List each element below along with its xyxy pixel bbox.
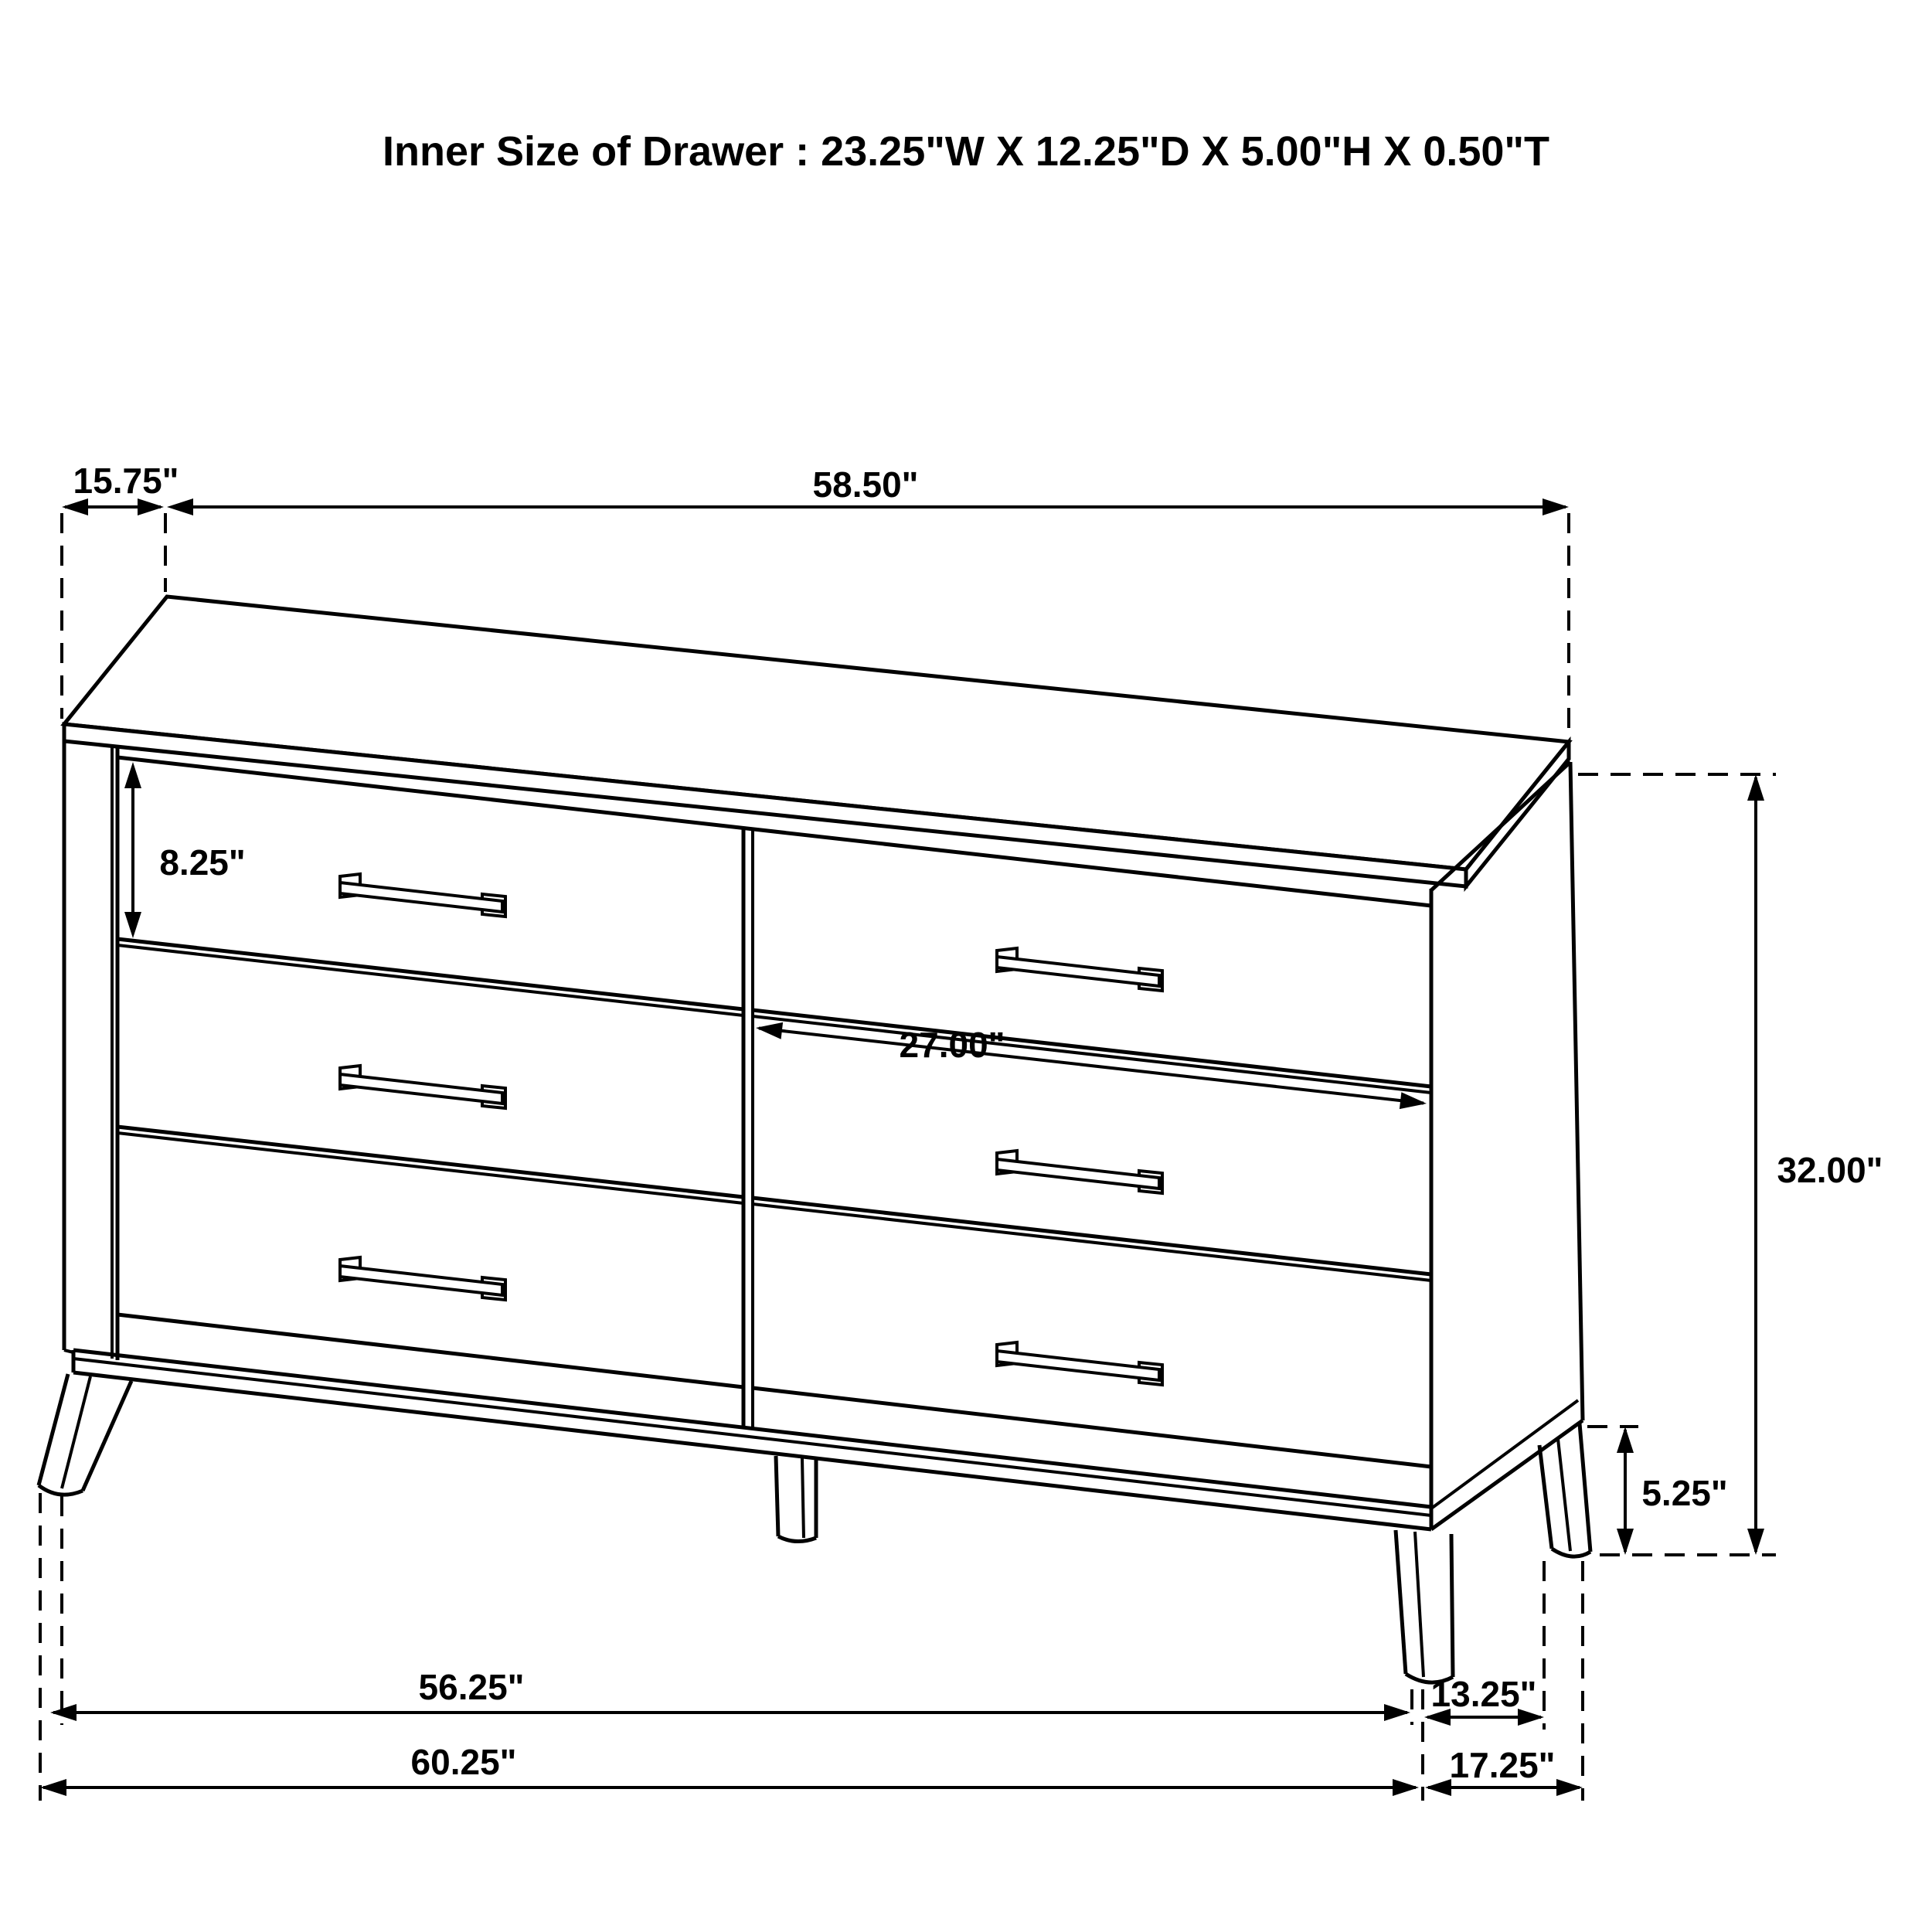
drawer-handle — [340, 1066, 505, 1108]
top-panel — [64, 597, 1569, 886]
drawer-handle — [340, 874, 505, 917]
dim-label-foot-depth-outer: 17.25" — [1449, 1745, 1556, 1785]
dim-overall-width — [40, 1779, 1419, 1796]
page-title: Inner Size of Drawer : 23.25"W X 12.25"D X 5.00"H X 0.50"T — [382, 128, 1550, 175]
drawer-handle — [997, 948, 1162, 991]
front-right-leg — [1396, 1530, 1453, 1682]
front-left-leg — [39, 1374, 131, 1495]
dim-label-top-width: 58.50" — [812, 464, 919, 505]
drawer-handle — [997, 1342, 1162, 1385]
dim-label-front-feet-span: 56.25" — [418, 1667, 525, 1707]
drawer-handle — [997, 1151, 1162, 1193]
bottom-rail — [64, 1350, 1431, 1529]
dim-label-top-drawer-height: 8.25" — [159, 842, 246, 883]
dim-label-foot-depth-inner: 13.25" — [1430, 1674, 1537, 1714]
dim-overall-height — [1747, 774, 1764, 1555]
center-leg — [776, 1456, 816, 1542]
dim-label-overall-width: 60.25" — [410, 1742, 517, 1782]
dim-leg-height — [1617, 1427, 1634, 1555]
back-right-leg — [1539, 1423, 1590, 1556]
dim-label-leg-height: 5.25" — [1641, 1473, 1728, 1513]
dim-inner-drawer-width — [756, 1022, 1427, 1109]
dim-label-inner-drawer-width: 27.00" — [899, 1025, 1005, 1065]
drawer-handle — [340, 1257, 505, 1300]
dim-front-feet-span — [50, 1704, 1410, 1721]
dim-top-drawer-height — [124, 762, 141, 938]
dim-label-overall-height: 32.00" — [1777, 1150, 1883, 1190]
dim-label-top-depth: 15.75" — [73, 461, 179, 501]
